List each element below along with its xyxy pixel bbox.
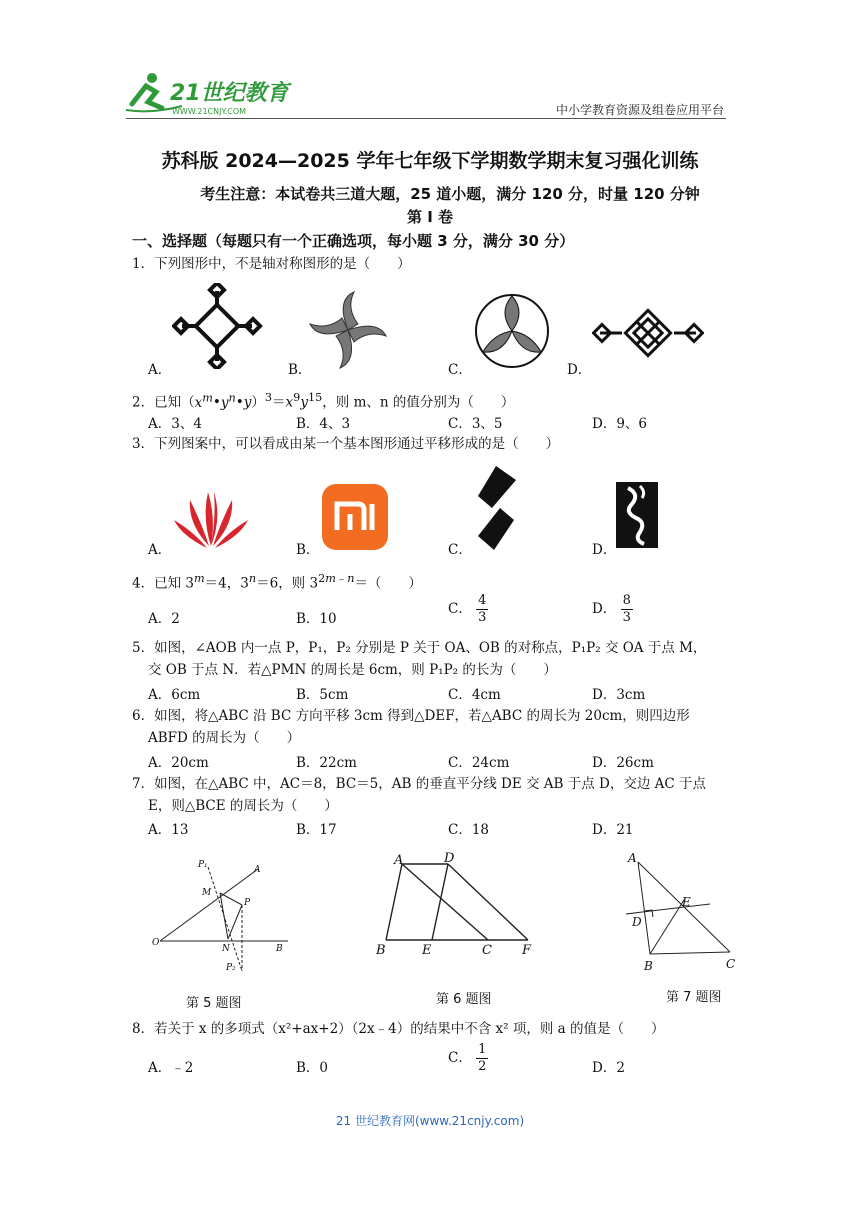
- q1-option-c: C．: [448, 362, 472, 378]
- q4-option-c-fraction: [476, 593, 488, 626]
- q7-option-c: C．18: [448, 822, 490, 838]
- footer-link[interactable]: 21 世纪教育网(www.21cnjy.com): [335, 1114, 525, 1128]
- q7-option-b: B．17: [296, 822, 337, 838]
- platform-text: 中小学教育资源及组卷应用平台: [555, 103, 724, 117]
- fraction-numerator: 1: [478, 1042, 487, 1057]
- fig6-label-e: E: [422, 943, 432, 958]
- logo: [122, 70, 292, 118]
- q2-option-d: D．9、6: [592, 416, 648, 432]
- q4-option-d-label: D．: [592, 601, 617, 617]
- fig7-label-c: C: [726, 957, 736, 971]
- fig5-label-b: B: [276, 944, 283, 954]
- q3-figure-c-parallelograms: [474, 466, 518, 550]
- q5-option-a: A．6cm: [148, 687, 201, 703]
- figure-5-caption: 第 5 题图: [186, 996, 242, 1011]
- q8-option-c-fraction: [476, 1042, 488, 1075]
- fig5-label-p1: P₁: [198, 860, 208, 870]
- fig7-label-a: A: [628, 851, 637, 865]
- question-4-stem: 4．已知 $3^m=4$，$3^n=6$，则 $3^{2m﹣n}=$（ ）: [132, 572, 422, 592]
- q4-option-a: A．2: [148, 611, 180, 627]
- q4-option-d: [592, 593, 633, 626]
- fig6-label-f: F: [522, 943, 532, 958]
- question-7-stem-line2: E，则△BCE 的周长为（ ）: [148, 798, 338, 814]
- q6-option-b: B．22cm: [296, 755, 357, 771]
- fig5-label-a: A: [254, 865, 261, 875]
- q5-option-c: C．4cm: [448, 687, 501, 703]
- fig5-label-n: N: [222, 944, 230, 954]
- q8-option-d: D．2: [592, 1060, 625, 1076]
- fraction-denominator: 3: [478, 610, 487, 625]
- question-5-stem-line2: 交 OB 于点 N．若△PMN 的周长是 6cm，则 P₁P₂ 的长为（ ）: [148, 662, 557, 678]
- q4-stem-post: ，则 3: [278, 575, 319, 592]
- q2-option-b: B．4、3: [296, 416, 351, 432]
- q3-figure-b-mi-logo: [322, 484, 388, 550]
- figure-7-caption: 第 7 题图: [666, 990, 722, 1005]
- question-8-stem: 8．若关于 x 的多项式（x²+ax+2）（2x﹣4）的结果中不含 x² 项，则 a 的值是（ ）: [132, 1021, 665, 1037]
- q8-option-c: [448, 1042, 488, 1075]
- figure-5-diagram: [150, 855, 300, 980]
- q8-option-c-label: C．: [448, 1050, 472, 1066]
- q4-option-c: [448, 593, 488, 626]
- q1-option-d: D．: [567, 362, 592, 378]
- fig7-label-b: B: [644, 959, 653, 973]
- fraction-numerator: 8: [622, 593, 631, 608]
- q6-option-d: D．26cm: [592, 755, 654, 771]
- q3-option-b: B．: [296, 542, 320, 558]
- header-divider: [126, 118, 726, 119]
- fig5-label-p: P: [244, 898, 251, 908]
- fraction-denominator: 2: [478, 1059, 487, 1074]
- q3-option-a: A．: [148, 542, 172, 558]
- q2-option-c: C．3、5: [448, 416, 503, 432]
- question-3-stem: 3．下列图案中，可以看成由某一个基本图形通过平移形成的是（ ）: [132, 436, 560, 452]
- q3-figure-a-flower-logo: [172, 488, 250, 550]
- fraction-denominator: 3: [622, 610, 631, 625]
- logo-url: WWW.21CNJY.COM: [172, 107, 247, 116]
- q5-option-b: B．5cm: [296, 687, 349, 703]
- q7-option-d: D．21: [592, 822, 634, 838]
- q1-figure-d-endless-knot: [592, 303, 704, 363]
- q1-figure-b-pinwheel: [306, 290, 390, 370]
- fig5-label-o: O: [152, 938, 160, 948]
- logo-text: 21世纪教育: [170, 81, 289, 106]
- question-5-stem-line1: 5．如图，∠AOB 内一点 P，P₁，P₂ 分别是 P 关于 OA、OB 的对称点，P₁P₂ 交 OA 于点 M，: [132, 640, 707, 656]
- q2-option-a: A．3、4: [148, 416, 202, 432]
- q3-figure-d-pattern: [616, 482, 658, 548]
- q8-option-b: B．0: [296, 1060, 329, 1076]
- q1-option-a: A．: [148, 362, 172, 378]
- volume-label: 第 I 卷: [406, 208, 454, 226]
- q4-stem-pre: 4．已知 3: [132, 575, 194, 592]
- q1-figure-c-circle: [473, 292, 551, 370]
- q6-option-c: C．24cm: [448, 755, 510, 771]
- q2-stem-post: ，则 m、n 的值分别为（ ）: [322, 394, 515, 411]
- question-6-stem-line1: 6．如图，将△ABC 沿 BC 方向平移 3cm 得到△DEF，若△ABC 的周长为 20cm，则四边形: [132, 708, 690, 724]
- q1-figure-a-knot: [172, 283, 264, 369]
- exam-title: 苏科版 2024—2025 学年七年级下学期数学期末复习强化训练: [161, 150, 699, 172]
- question-1-stem: 1．下列图形中，不是轴对称图形的是（ ）: [132, 256, 411, 272]
- question-2-stem: 2．已知$(x^m•y^n•y)^3=x^9y^{15}$，则 m、n 的值分别为（ ）: [132, 391, 515, 411]
- fig6-label-a: A: [394, 853, 404, 868]
- q3-option-c: C．: [448, 542, 472, 558]
- fig7-label-e: E: [682, 895, 691, 909]
- figure-6-diagram: [372, 850, 542, 960]
- q7-option-a: A．13: [148, 822, 189, 838]
- q3-option-d: D．: [592, 542, 617, 558]
- fig5-label-m: M: [202, 888, 212, 898]
- exam-notice: 考生注意：本试卷共三道大题，25 道小题，满分 120 分，时量 120 分钟: [200, 185, 700, 203]
- figure-7-diagram: [618, 848, 742, 976]
- figure-6-caption: 第 6 题图: [436, 992, 492, 1007]
- fig7-label-d: D: [632, 915, 642, 929]
- fraction-numerator: 4: [478, 593, 487, 608]
- question-7-stem-line1: 7．如图，在△ABC 中，AC＝8，BC＝5，AB 的垂直平分线 DE 交 AB 于点 D，交边 AC 于点: [132, 776, 707, 792]
- q1-option-b: B．: [288, 362, 312, 378]
- fig6-label-c: C: [482, 943, 492, 958]
- q2-stem-pre: 2．已知（: [132, 394, 195, 411]
- question-6-stem-line2: ABFD 的周长为（ ）: [148, 730, 301, 746]
- fig6-label-d: D: [444, 851, 455, 866]
- q4-option-d-fraction: [621, 593, 633, 626]
- fig6-label-b: B: [376, 943, 386, 958]
- q6-option-a: A．20cm: [148, 755, 209, 771]
- q4-option-b: B．10: [296, 611, 337, 627]
- q8-option-a: A．﹣2: [148, 1060, 194, 1076]
- q5-option-d: D．3cm: [592, 687, 646, 703]
- fig5-label-p2: P₂: [226, 963, 236, 973]
- q4-option-c-label: C．: [448, 601, 472, 617]
- section-heading: 一、选择题（每题只有一个正确选项，每小题 3 分，满分 30 分）: [132, 232, 575, 250]
